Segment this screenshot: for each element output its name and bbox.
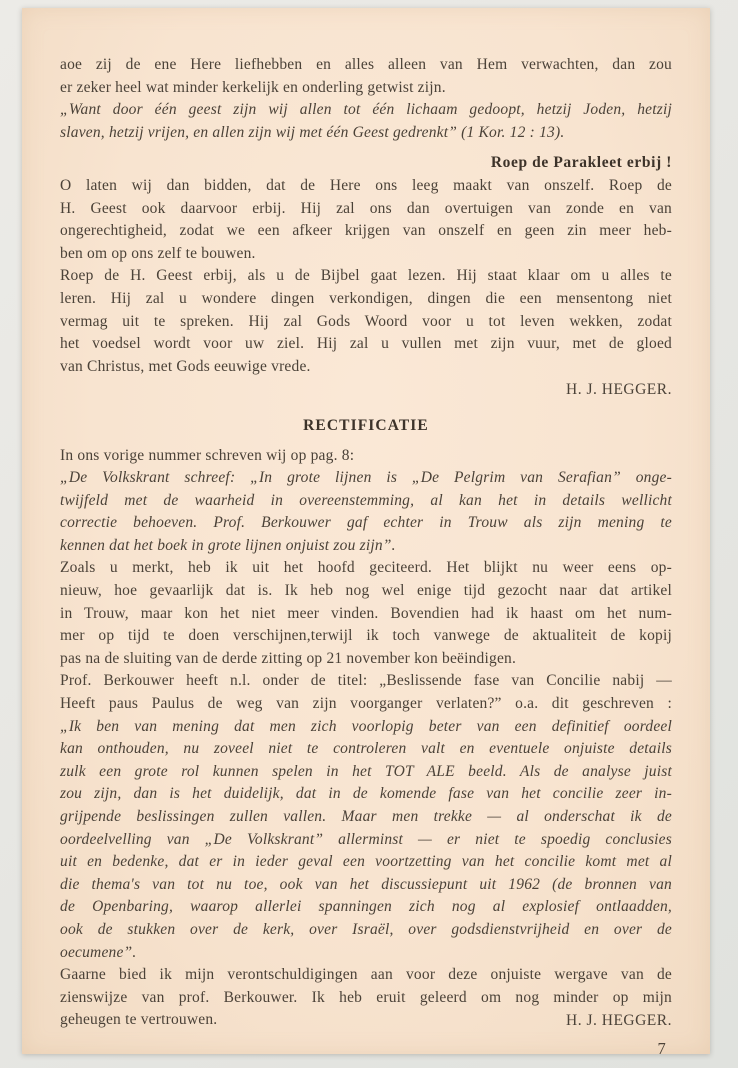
paragraph (60, 175, 672, 265)
document-page (22, 8, 710, 1058)
text-line: de Openbaring, waarop allerlei spanningen zich nog al explosief ontlaadden, (60, 898, 672, 916)
text-line: leren. Hij zal u wondere dingen verkondigen, dingen die een mensentong niet (60, 289, 672, 307)
text-line: „Want door één geest zijn wij allen tot één lichaam gedoopt, hetzij Joden, hetzij (60, 101, 672, 119)
text-line: zulk een grote rol kunnen spelen in het TOT ALE beeld. Als de analyse juist (60, 762, 672, 780)
text-line: „De Volkskrant schreef: „In grote lijnen is „De Pelgrim van Serafian” onge- (60, 469, 672, 487)
text-line: in Trouw, maar kon het niet meer vinden. Bovendien had ik haast om het num- (60, 604, 672, 622)
paragraph (60, 467, 672, 557)
paragraph (60, 670, 672, 715)
text-line: O laten wij dan bidden, dat de Here ons leeg maakt van onszelf. Roep de (60, 176, 672, 194)
text-line: Roep de H. Geest erbij, als u de Bijbel gaat lezen. Hij staat klaar om u alles te (60, 267, 672, 285)
text-line: die thema's van tot nu toe, ook van het discussiepunt uit 1962 (de bronnen van (60, 875, 672, 893)
closing-line (60, 1009, 672, 1035)
text-line: „Ik ben van mening dat men zich voorlopig beter van een definitief oordeel (60, 717, 672, 735)
paragraph (60, 716, 672, 965)
text-line: het voedsel wordt voor uw ziel. Hij zal u vullen met zijn vuur, met de gloed (60, 335, 672, 353)
text-line: mer op tijd te doen verschijnen,terwijl ik toch vanwege de aktualiteit de kopij (60, 627, 672, 645)
text-line: grijpende beslissingen zullen vallen. Maar men trekke — al onderschat ik de (60, 808, 672, 825)
text-line: ben om op ons zelf te bouwen. (60, 244, 256, 262)
text-line: H. Geest ook daarvoor erbij. Hij zal ons dan overtuigen van zonde en van (60, 199, 672, 217)
text-line: twijfeld met de waarheid in overeenstemming, al kan het in details wellicht (60, 491, 672, 509)
text-line: pas na de sluiting van de derde zitting op 21 november kon beëindigen. (60, 649, 517, 667)
text-line: zienswijze van prof. Berkouwer. Ik heb eruit geleerd om nog minder op mijn (60, 988, 672, 1006)
text-line: Gaarne bied ik mijn verontschuldigingen aan voor deze onjuiste wergave van de (60, 966, 672, 984)
signature: H. J. HEGGER. (566, 381, 672, 399)
text-line: vermag uit te spreken. Hij zal Gods Woord voor u tot leven wekken, zodat (60, 312, 672, 330)
text-line: Prof. Berkouwer heeft n.l. onder de titel: „Beslissende fase van Concilie nabij — (60, 672, 672, 690)
text-line: uit en bedenke, dat er in ieder geval een voortzetting van het concilie komt met al (60, 853, 672, 871)
text-line: kennen dat het boek in grote lijnen onjuist zou zijn”. (60, 536, 396, 554)
paragraph (60, 99, 672, 144)
paragraph (60, 54, 672, 99)
text-line: van Christus, met Gods eeuwige vrede. (60, 357, 311, 375)
text-line: oordeelvelling van „De Volkskrant” allerminst — er niet te spoedig conclusies (60, 830, 672, 848)
text-line: aoe zij de ene Here liefhebben en alles alleen van Hem verwachten, dan zou (60, 56, 672, 73)
text-line: ongerechtigheid, zodat we een afkeer krijgen van onszelf en geen zin meer heb- (60, 222, 672, 240)
text-line: ook de stukken over de kerk, over Israël, over godsdienstvrijheid en over de (60, 920, 672, 938)
text-line: oecumene”. (60, 943, 137, 961)
text-line: Heeft paus Paulus de weg van zijn voorganger verlaten?” o.a. dit geschreven : (60, 695, 672, 713)
text-line: kan onthouden, nu zoveel niet te controleren valt en eventuele onjuiste details (60, 740, 672, 758)
paragraph (60, 265, 672, 378)
signature: H. J. HEGGER. (566, 1012, 672, 1030)
text-line: slaven, hetzij vrijen, en allen zijn wij met één Geest gedrenkt” (1 Kor. 12 : 13). (60, 123, 565, 141)
text-line: Zoals u merkt, heb ik uit het hoofd geciteerd. Het blijkt nu weer eens op- (60, 559, 672, 577)
paragraph (60, 964, 672, 1009)
paragraph (60, 445, 672, 468)
text-line: In ons vorige nummer schreven wij op pag. 8: (60, 446, 355, 464)
rectificatie-heading: RECTIFICATIE (303, 416, 429, 434)
page-text-block (60, 54, 672, 1061)
text-line: zou zijn, dan is het duidelijk, dat in de komende fase van het concilie zeer in- (60, 785, 672, 803)
page-number: 7 (657, 1038, 666, 1058)
text-line: correctie behoeven. Prof. Berkouwer gaf echter in Trouw als zijn mening te (60, 514, 672, 532)
paragraph (60, 557, 672, 670)
parakleet-heading: Roep de Parakleet erbij ! (490, 154, 672, 172)
text-line: nieuw, hoe gevaarlijk dat is. Ik heb nog wel enige tijd gezocht naar dat artikel (60, 582, 672, 600)
text-line: er zeker heel wat minder kerkelijk en onderling getwist zijn. (60, 78, 446, 96)
closing-text: geheugen te vertrouwen. (60, 1011, 218, 1029)
